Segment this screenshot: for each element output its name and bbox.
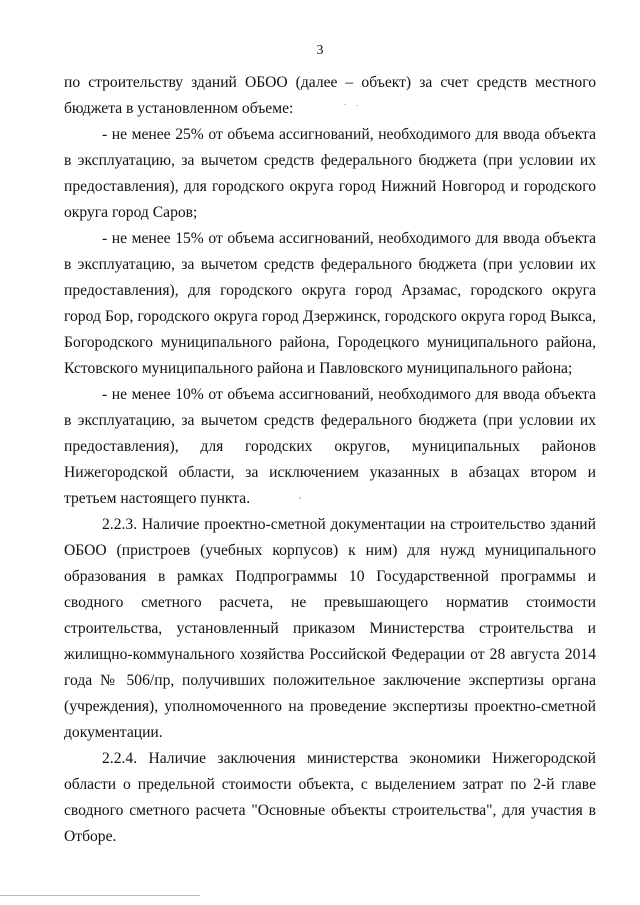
footer-rule xyxy=(0,895,200,896)
scan-speck xyxy=(299,497,301,499)
scan-speck xyxy=(356,105,358,106)
paragraph-bullet-15-percent: - не менее 15% от объема ассигнований, необходимого для ввода объекта в эксплуатацию, за вычетом средств федерального бюджета (при условии их предоставления), для городского округа город Арзамас, городского округа город Бор, городского округа город Дзержинск, городского округа город Выкса, Богородского муниципального района, Городецкого муниципального района, Кстовского муниципального района и Павловского муниципального района; xyxy=(64,230,596,377)
scan-speck xyxy=(344,104,346,105)
document-body xyxy=(64,70,596,850)
paragraph-2-2-4: 2.2.4. Наличие заключения министерства экономики Нижегородской области о предельной стоимости объекта, с выделением затрат по 2-й главе сводного сметного расчета "Основные объекты строительства", для участия в Отборе. xyxy=(64,750,596,845)
paragraph-bullet-25-percent: - не менее 25% от объема ассигнований, необходимого для ввода объекта в эксплуатацию, за вычетом средств федерального бюджета (при условии их предоставления), для городского округа город Нижний Новгород и городского округа город Саров; xyxy=(64,126,596,221)
paragraph-bullet-10-percent: - не менее 10% от объема ассигнований, необходимого для ввода объекта в эксплуатацию, за вычетом средств федерального бюджета (при условии их предоставления), для городских округов, муниципальных районов Нижегородской области, за исключением указанных в абзацах втором и третьем настоящего пункта. xyxy=(64,386,596,507)
paragraph-continuation: по строительству зданий ОБОО (далее – объект) за счет средств местного бюджета в установленном объеме: xyxy=(64,74,596,117)
page-number: 3 xyxy=(316,43,324,58)
paragraph-2-2-3: 2.2.3. Наличие проектно-сметной документации на строительство зданий ОБОО (пристроев (учебных корпусов) к ним) для нужд муниципального образования в рамках Подпрограммы 10 Государственной программы и сводного сметного расчета, не превышающего норматив стоимости строительства, установленный приказом Министерства строительства и жилищно-коммунального хозяйства Российской Федерации от 28 августа 2014 года № 506/пр, получивших положительное заключение экспертизы органа (учреждения), уполномоченного на проведение экспертизы проектно-сметной документации. xyxy=(64,516,596,741)
